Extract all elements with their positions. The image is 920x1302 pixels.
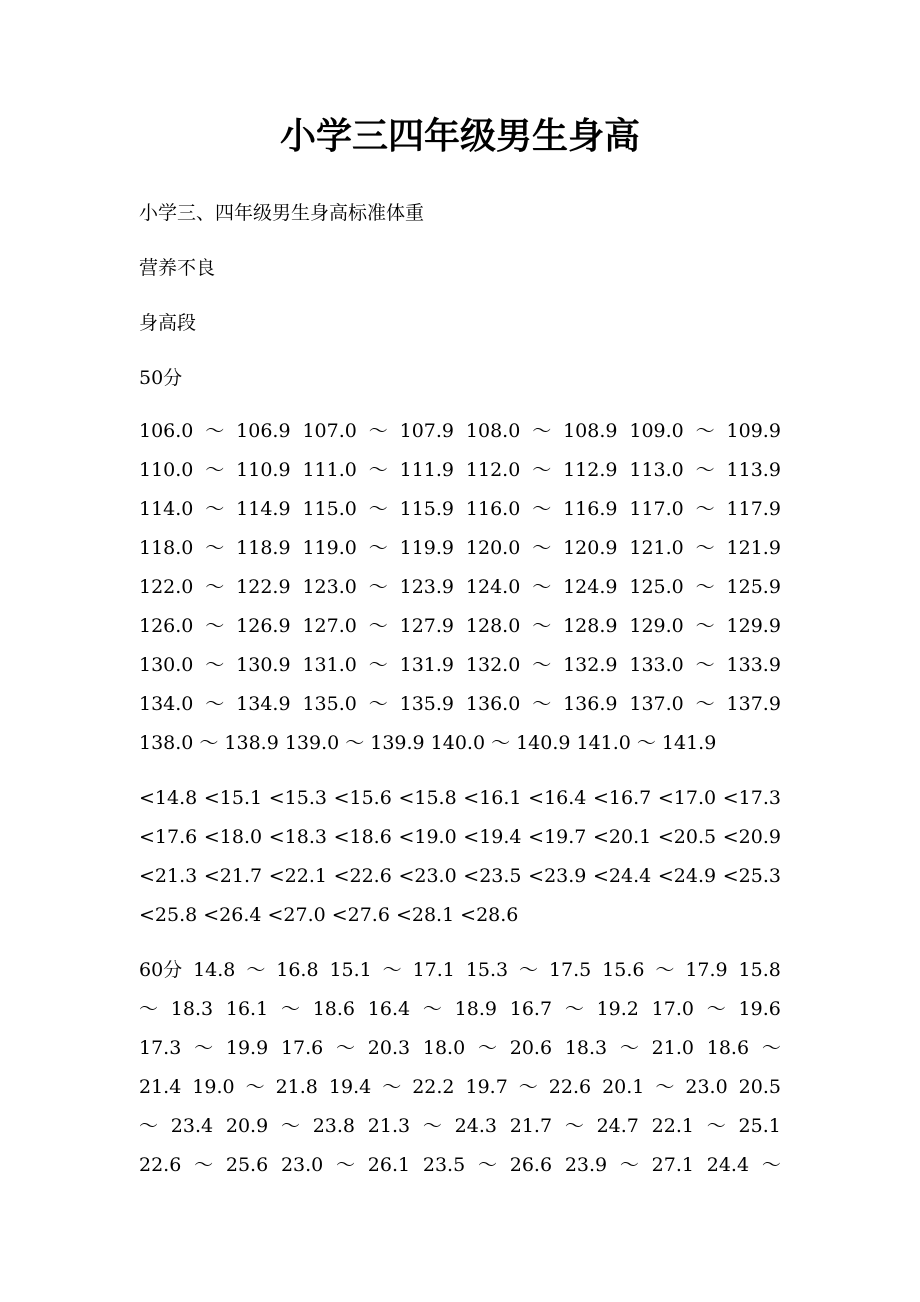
value-token: 18.6 [312, 998, 356, 1020]
text-line [139, 1152, 781, 1191]
value-token: <22.6 [333, 865, 392, 887]
value-token: 24.4 [706, 1154, 750, 1176]
value-token: ～ [532, 537, 552, 559]
value-token: 106.9 [236, 420, 291, 442]
value-token: 22.6 [139, 1154, 182, 1176]
value-token: 20.9 [225, 1115, 269, 1137]
value-token: 134.9 [236, 693, 291, 715]
value-token: 22.2 [412, 1076, 455, 1098]
value-token: 15.1 [329, 959, 372, 981]
value-token: 19.2 [596, 998, 639, 1020]
value-token: <16.4 [528, 787, 587, 809]
value-token: 119.0 [302, 537, 357, 559]
value-token: 124.0 [465, 576, 521, 598]
value-token: 108.0 [465, 420, 521, 442]
value-token: <17.6 [139, 826, 198, 848]
value-token: 138.0 [139, 732, 194, 754]
value-token: ～ [655, 959, 675, 981]
value-token: <14.8 [139, 787, 198, 809]
value-token: ～ [199, 732, 219, 754]
value-token: ～ [194, 1154, 214, 1176]
value-token: ～ [695, 459, 715, 481]
value-token: ～ [532, 576, 552, 598]
value-token: ～ [368, 498, 388, 520]
value-token: 118.0 [139, 537, 194, 559]
value-token: ～ [139, 998, 159, 1020]
value-token: <20.9 [722, 826, 781, 848]
value-token: 18.0 [422, 1037, 466, 1059]
value-token: ～ [368, 459, 388, 481]
value-token: 141.0 [576, 732, 631, 754]
value-token: 129.0 [629, 615, 684, 637]
value-token: <20.1 [593, 826, 652, 848]
value-token: 122.0 [139, 576, 194, 598]
value-token: <24.4 [593, 865, 652, 887]
value-token: 137.0 [629, 693, 684, 715]
score-60-block [139, 957, 781, 1191]
value-token: 19.9 [225, 1037, 269, 1059]
value-token: <23.9 [528, 865, 587, 887]
value-token: ～ [245, 1076, 265, 1098]
value-token: ～ [532, 693, 552, 715]
value-token: <27.0 [267, 904, 326, 926]
value-token: 17.9 [685, 959, 728, 981]
value-token: 17.6 [280, 1037, 324, 1059]
value-token: 26.6 [509, 1154, 553, 1176]
value-token: ～ [205, 576, 225, 598]
value-token: 106.0 [139, 420, 194, 442]
text-line [139, 613, 781, 652]
value-token: <19.0 [398, 826, 457, 848]
value-token: 116.9 [563, 498, 618, 520]
value-token: 125.0 [629, 576, 684, 598]
text-line [139, 496, 781, 535]
value-token: 138.9 [224, 732, 279, 754]
value-token: ～ [246, 959, 266, 981]
value-token: <27.6 [331, 904, 390, 926]
value-token: ～ [532, 654, 552, 676]
value-token: 16.4 [367, 998, 411, 1020]
value-token: ～ [761, 1154, 781, 1176]
value-token: ～ [368, 654, 388, 676]
value-token: ～ [336, 1037, 356, 1059]
value-token: 18.3 [170, 998, 214, 1020]
value-token: 19.7 [465, 1076, 508, 1098]
value-token: 24.3 [454, 1115, 497, 1137]
text-line [139, 418, 781, 457]
value-token: 123.0 [302, 576, 357, 598]
value-token: 15.3 [465, 959, 509, 981]
value-token: 22.6 [548, 1076, 592, 1098]
value-token: <24.9 [657, 865, 717, 887]
value-token: <16.7 [593, 787, 652, 809]
value-token: 121.9 [726, 537, 781, 559]
text-line [139, 457, 781, 496]
value-token: 112.9 [563, 459, 618, 481]
value-token: 18.6 [706, 1037, 750, 1059]
value-token: 16.1 [225, 998, 269, 1020]
value-token: ～ [532, 498, 552, 520]
value-token: 136.9 [563, 693, 618, 715]
value-token: ～ [619, 1154, 639, 1176]
text-line [139, 902, 781, 941]
value-token: ～ [761, 1037, 781, 1059]
value-token: ～ [706, 998, 726, 1020]
value-token: 17.0 [651, 998, 694, 1020]
value-token: ～ [368, 615, 388, 637]
value-token: ～ [491, 732, 511, 754]
value-token: ～ [205, 654, 225, 676]
value-token: 137.9 [726, 693, 781, 715]
value-token: ～ [636, 732, 656, 754]
value-token: 21.8 [275, 1076, 318, 1098]
value-token: ～ [205, 420, 225, 442]
value-token: 125.9 [726, 576, 781, 598]
value-token: 130.0 [139, 654, 194, 676]
value-token: ～ [336, 1154, 356, 1176]
value-token: 122.9 [236, 576, 291, 598]
value-token: 108.9 [563, 420, 618, 442]
value-token: 60分 [139, 959, 183, 981]
value-token: <26.4 [203, 904, 262, 926]
value-token: ～ [194, 1037, 214, 1059]
value-token: 113.0 [629, 459, 684, 481]
value-token: <28.6 [460, 904, 519, 926]
value-token: 113.9 [726, 459, 781, 481]
value-token: 27.1 [651, 1154, 694, 1176]
value-token: ～ [422, 998, 442, 1020]
value-token: 21.4 [139, 1076, 182, 1098]
text-line [139, 730, 781, 769]
value-token: <21.3 [139, 865, 198, 887]
value-token: 127.9 [399, 615, 455, 637]
value-token: 24.7 [596, 1115, 639, 1137]
value-token: 19.0 [192, 1076, 235, 1098]
value-token: <17.0 [657, 787, 717, 809]
value-token: 139.9 [370, 732, 425, 754]
value-token: 21.3 [367, 1115, 411, 1137]
value-token: ～ [477, 1154, 497, 1176]
value-token: 109.0 [629, 420, 684, 442]
value-token: 133.9 [726, 654, 781, 676]
value-token: ～ [532, 420, 552, 442]
value-token: <19.4 [463, 826, 522, 848]
value-token: 20.3 [367, 1037, 411, 1059]
value-token: 22.1 [651, 1115, 694, 1137]
value-token: 128.0 [465, 615, 521, 637]
value-token: 114.0 [139, 498, 194, 520]
value-token: <25.3 [722, 865, 781, 887]
value-token: 17.5 [548, 959, 592, 981]
value-token: ～ [205, 693, 225, 715]
value-token: 139.0 [284, 732, 340, 754]
text-line [139, 996, 781, 1035]
score-paragraph: 50分 [139, 367, 183, 389]
value-token: 132.9 [563, 654, 618, 676]
value-token: ～ [368, 693, 388, 715]
value-token: ～ [655, 1076, 675, 1098]
value-token: 21.7 [509, 1115, 553, 1137]
value-token: 128.9 [563, 615, 618, 637]
value-token: 121.0 [629, 537, 684, 559]
value-token: <15.8 [398, 787, 457, 809]
value-token: 15.6 [602, 959, 645, 981]
value-token: ～ [695, 537, 715, 559]
value-token: 23.0 [685, 1076, 728, 1098]
document-title: 小学三四年级男生身高 [279, 115, 640, 157]
value-token: 23.0 [280, 1154, 324, 1176]
value-token: <18.0 [203, 826, 263, 848]
value-token: 123.9 [399, 576, 455, 598]
value-token: 20.5 [738, 1076, 781, 1098]
text-line [139, 1074, 781, 1113]
text-line [139, 1113, 781, 1152]
value-token: 25.1 [738, 1115, 781, 1137]
value-token: ～ [564, 1115, 584, 1137]
value-token: ～ [205, 459, 225, 481]
value-token: ～ [695, 654, 715, 676]
value-token: 126.9 [236, 615, 291, 637]
value-token: 140.9 [516, 732, 571, 754]
value-token: <15.6 [333, 787, 392, 809]
value-token: ～ [139, 1115, 159, 1137]
value-token: ～ [205, 498, 225, 520]
value-token: ～ [382, 959, 402, 981]
value-token: <21.7 [203, 865, 263, 887]
value-token: 17.3 [139, 1037, 182, 1059]
value-token: ～ [280, 998, 300, 1020]
value-token: 117.9 [726, 498, 781, 520]
value-token: 117.0 [629, 498, 684, 520]
value-token: 131.0 [302, 654, 357, 676]
value-token: <23.5 [463, 865, 522, 887]
value-token: ～ [695, 576, 715, 598]
value-token: 23.8 [312, 1115, 356, 1137]
value-token: ～ [518, 1076, 538, 1098]
value-token: 110.9 [236, 459, 291, 481]
text-line [139, 957, 781, 996]
value-token: ～ [205, 537, 225, 559]
value-token: <23.0 [398, 865, 457, 887]
value-token: 17.1 [412, 959, 455, 981]
value-token: ～ [619, 1037, 639, 1059]
value-token: ～ [695, 498, 715, 520]
subtitle-paragraph: 小学三、四年级男生身高标准体重 [139, 202, 425, 224]
value-token: 130.9 [236, 654, 291, 676]
value-token: <17.3 [722, 787, 781, 809]
value-token: 118.9 [236, 537, 291, 559]
value-token: 132.0 [465, 654, 521, 676]
value-token: ～ [695, 615, 715, 637]
value-token: 18.9 [454, 998, 497, 1020]
value-token: 115.9 [399, 498, 455, 520]
value-token: 16.7 [509, 998, 553, 1020]
value-token: 141.9 [661, 732, 717, 754]
value-token: 135.0 [302, 693, 357, 715]
value-token: 120.9 [563, 537, 618, 559]
value-token: ～ [280, 1115, 300, 1137]
text-line [139, 691, 781, 730]
value-token: ～ [564, 998, 584, 1020]
value-token: ～ [532, 615, 552, 637]
value-token: ～ [519, 959, 539, 981]
value-token: 120.0 [465, 537, 521, 559]
value-token: 107.0 [302, 420, 357, 442]
value-token: 116.0 [465, 498, 521, 520]
value-token: 124.9 [563, 576, 618, 598]
value-token: ～ [205, 615, 225, 637]
value-token: <25.8 [139, 904, 198, 926]
value-token: <20.5 [657, 826, 717, 848]
value-token: <28.1 [395, 904, 455, 926]
value-token: ～ [695, 693, 715, 715]
value-token: ～ [368, 576, 388, 598]
value-token: ～ [382, 1076, 402, 1098]
value-token: 16.8 [276, 959, 319, 981]
value-token: 119.9 [399, 537, 455, 559]
value-token: 23.4 [170, 1115, 214, 1137]
value-token: 126.0 [139, 615, 194, 637]
value-token: 134.0 [139, 693, 194, 715]
value-token: 115.0 [302, 498, 357, 520]
value-token: 15.8 [738, 959, 781, 981]
value-token: 20.1 [602, 1076, 645, 1098]
text-line [139, 574, 781, 613]
value-token: 20.6 [509, 1037, 553, 1059]
text-line [139, 652, 781, 691]
value-token: 129.9 [726, 615, 781, 637]
value-token: 140.0 [430, 732, 486, 754]
text-line [139, 785, 781, 824]
value-token: ～ [477, 1037, 497, 1059]
value-token: 112.0 [465, 459, 521, 481]
value-token: <18.3 [268, 826, 327, 848]
value-token: 23.5 [422, 1154, 466, 1176]
value-token: <22.1 [268, 865, 327, 887]
value-token: 26.1 [367, 1154, 411, 1176]
value-token: 135.9 [399, 693, 455, 715]
text-line [139, 863, 781, 902]
text-line [139, 1035, 781, 1074]
value-token: 23.9 [564, 1154, 608, 1176]
value-token: 14.8 [193, 959, 236, 981]
value-token: 19.6 [738, 998, 781, 1020]
value-token: 111.9 [399, 459, 455, 481]
value-token: <19.7 [528, 826, 587, 848]
value-token: ～ [368, 420, 388, 442]
value-token: ～ [706, 1115, 726, 1137]
value-token: <15.1 [203, 787, 263, 809]
value-token: <15.3 [268, 787, 327, 809]
value-token: 25.6 [225, 1154, 269, 1176]
value-token: 109.9 [726, 420, 781, 442]
value-token: 111.0 [302, 459, 357, 481]
value-token: ～ [368, 537, 388, 559]
value-token: 136.0 [465, 693, 521, 715]
height-ranges-block [139, 418, 781, 769]
height-range-paragraph: 身高段 [139, 312, 197, 334]
value-token: 110.0 [139, 459, 194, 481]
value-token: 127.0 [302, 615, 357, 637]
value-token: 21.0 [651, 1037, 694, 1059]
value-token: 18.3 [564, 1037, 608, 1059]
value-token: 114.9 [236, 498, 291, 520]
value-token: ～ [422, 1115, 442, 1137]
value-token: ～ [345, 732, 365, 754]
value-token: <16.1 [463, 787, 522, 809]
value-token: <18.6 [333, 826, 392, 848]
value-token: ～ [532, 459, 552, 481]
text-line [139, 824, 781, 863]
weight-thresholds-block [139, 785, 781, 941]
value-token: ～ [695, 420, 715, 442]
category-paragraph: 营养不良 [139, 257, 216, 279]
value-token: 131.9 [399, 654, 455, 676]
value-token: 107.9 [399, 420, 455, 442]
value-token: 133.0 [629, 654, 684, 676]
text-line [139, 535, 781, 574]
value-token: 19.4 [328, 1076, 372, 1098]
